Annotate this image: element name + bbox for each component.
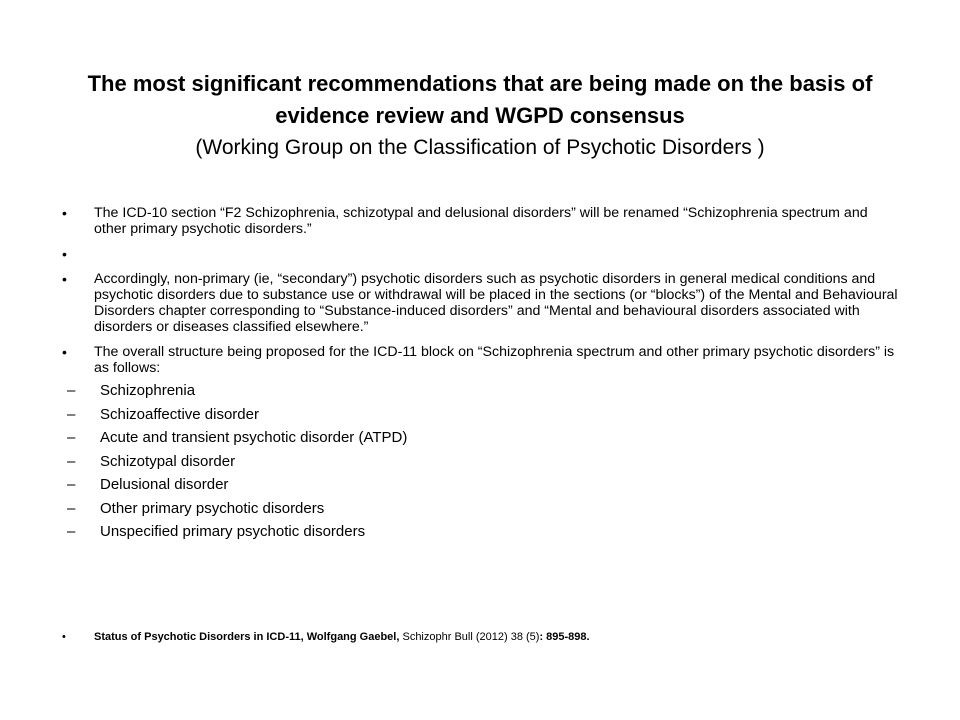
bullet-icon: •	[62, 205, 67, 221]
dash-icon: –	[67, 452, 76, 470]
bullet-text: Accordingly, non-primary (ie, “secondary”) psychotic disorders such as psychotic disorders in general medical conditions and psychotic disorders due to substance use or withdrawal will be placed in the sections (or “blocks”) of the Mental and Behavioural Disorders chapter corresponding to “Substance-induced disorders” and “Mental and behavioural disorders associated with disorders or diseases classified elsewhere.”	[94, 271, 898, 335]
sublist-item-label: Other primary psychotic disorders	[100, 499, 325, 517]
bullet-icon: •	[62, 246, 67, 262]
bullet-text: The ICD-10 section “F2 Schizophrenia, schizotypal and delusional disorders” will be renamed “Schizophrenia spectrum and other primary psychotic disorders.”	[94, 205, 868, 237]
sublist-item-label: Acute and transient psychotic disorder (ATPD)	[100, 429, 408, 446]
title-line-2: evidence review and WGPD consensus	[275, 103, 685, 128]
reference-citation	[62, 630, 934, 644]
bullet-item-empty	[62, 246, 902, 262]
bullet-item-structure	[62, 344, 902, 541]
sublist-item	[62, 382, 902, 400]
sublist-item-label: Schizoaffective disorder	[100, 405, 259, 423]
bullet-icon: •	[62, 631, 66, 643]
dash-icon: –	[67, 429, 76, 446]
bullet-item-secondary	[62, 271, 902, 335]
sublist-item-label: Schizophrenia	[100, 382, 196, 399]
structure-sublist	[62, 382, 902, 541]
dash-icon: –	[67, 382, 76, 399]
reference-title-author: Status of Psychotic Disorders in ICD-11, Wolfgang Gaebel,	[94, 631, 400, 643]
dash-icon: –	[67, 523, 76, 540]
reference-pages: : 895-898.	[539, 631, 590, 643]
bullet-icon: •	[62, 344, 67, 360]
sublist-item-label: Schizotypal disorder	[100, 452, 236, 470]
dash-icon: –	[67, 476, 76, 493]
bullet-list	[62, 205, 902, 550]
sublist-item	[62, 523, 902, 541]
bullet-item-rename	[62, 205, 902, 237]
title-line-1: The most significant recommendations that are being made on the basis of	[87, 71, 873, 96]
dash-icon: –	[67, 405, 76, 423]
title-subtitle: (Working Group on the Classification of Psychotic Disorders )	[195, 136, 765, 159]
bullet-icon: •	[62, 271, 67, 287]
sublist-item	[62, 500, 902, 518]
sublist-item	[62, 406, 902, 424]
reference-journal: Schizophr Bull (2012) 38 (5)	[399, 631, 540, 643]
bullet-text: The overall structure being proposed for the ICD-11 block on “Schizophrenia spectrum and other primary psychotic disorders” is as follows:	[94, 344, 895, 376]
sublist-item	[62, 476, 902, 494]
dash-icon: –	[67, 499, 76, 517]
sublist-item-label: Delusional disorder	[100, 476, 229, 493]
slide-title	[40, 68, 920, 164]
sublist-item-label: Unspecified primary psychotic disorders	[100, 523, 366, 540]
sublist-item	[62, 429, 902, 447]
sublist-item	[62, 453, 902, 471]
